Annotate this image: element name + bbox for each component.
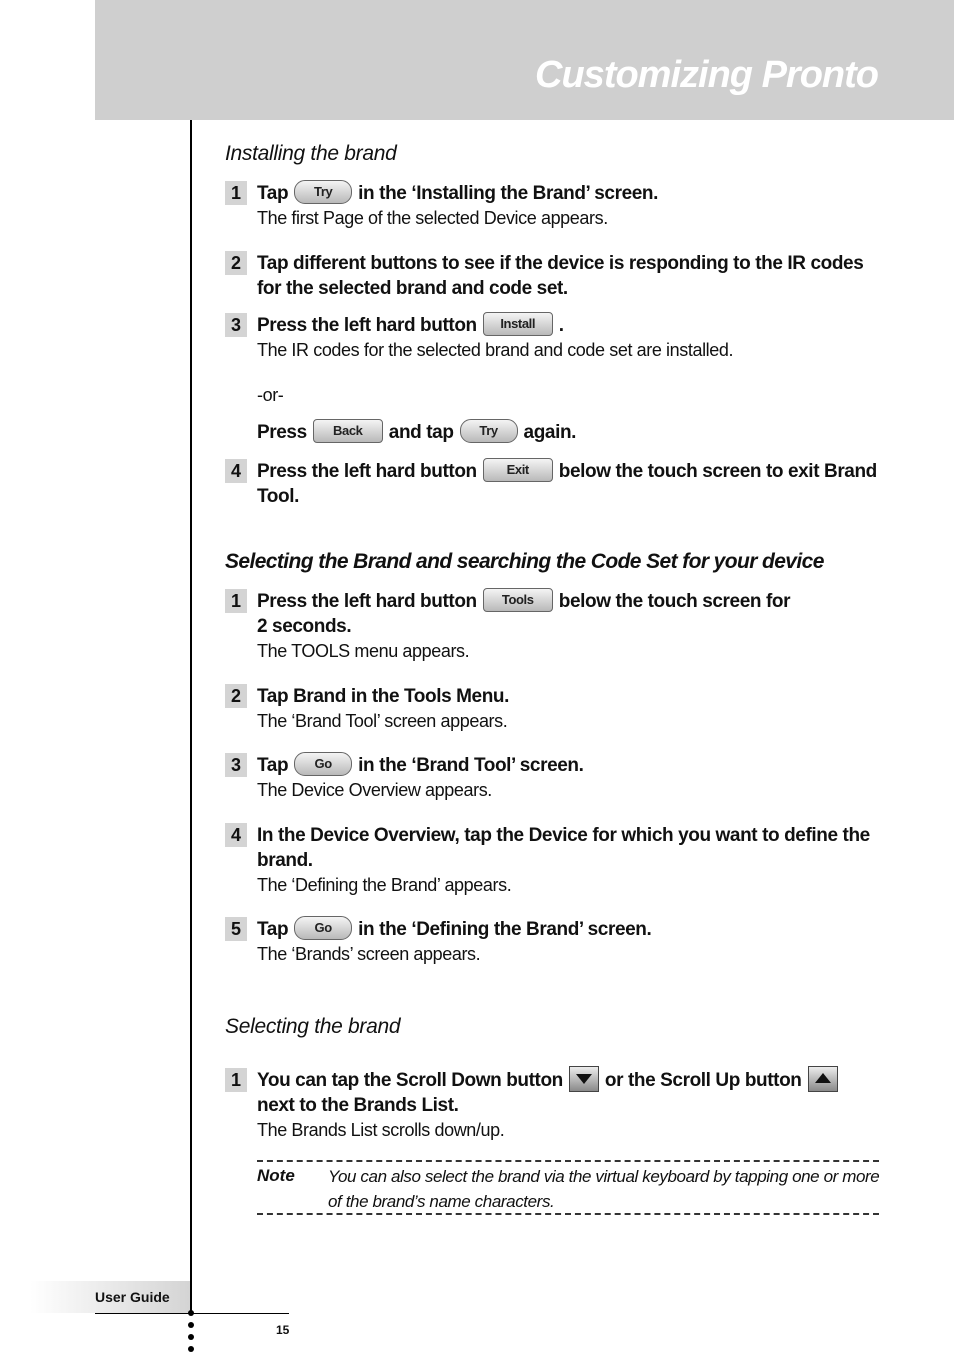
footer-dot [188, 1346, 194, 1352]
result-text: The first Page of the selected Device appears. [257, 208, 608, 228]
result-text: The IR codes for the selected brand and code set are installed. [257, 340, 734, 360]
instruction-text: Press the left hard button [257, 461, 477, 482]
result-text: The ‘Defining the Brand’ appears. [257, 875, 512, 895]
instruction-text: in the ‘Installing the Brand’ screen. [358, 183, 658, 204]
try-button-image: Try [294, 180, 352, 204]
instruction-text: In the Device Overview, tap the Device for which you want to define the brand. [257, 825, 870, 871]
try-button-image: Try [460, 419, 518, 443]
or-separator: -or- [257, 385, 284, 405]
note-top-rule [257, 1160, 879, 1162]
result-text: The ‘Brands’ screen appears. [257, 944, 481, 964]
instruction-text: next to the Brands List. [257, 1095, 459, 1116]
note-text: You can also select the brand via the virtual keyboard by tapping one or more of the brand’s name characters. [328, 1167, 880, 1211]
step-number: 2 [225, 251, 247, 275]
instruction-text: Tap [257, 919, 289, 940]
instruction-text: Press the left hard button [257, 591, 477, 612]
exit-button-image: Exit [483, 458, 553, 482]
section-title-installing: Installing the brand [225, 142, 397, 165]
instruction-text: Tap [257, 686, 289, 707]
instruction-text: in the Tools Menu. [350, 686, 510, 707]
step-number: 3 [225, 313, 247, 337]
margin-rule [190, 120, 192, 1315]
scroll-up-icon [808, 1066, 838, 1092]
go-button-image: Go [294, 916, 352, 940]
instruction-text: below the touch screen for [558, 591, 791, 612]
section-title-selecting-brand: Selecting the brand [225, 1015, 401, 1038]
step-number: 1 [225, 181, 247, 205]
instruction-text: Tap different buttons to see if the device is responding to the IR codes for the selected brand and code set. [257, 253, 864, 299]
step-number: 5 [225, 917, 247, 941]
go-button-image: Go [294, 752, 352, 776]
instruction-text: You can tap the Scroll Down button [257, 1070, 563, 1091]
instruction-text: Tap [257, 755, 289, 776]
scroll-down-icon [569, 1066, 599, 1092]
step-number: 3 [225, 753, 247, 777]
step-number: 1 [225, 589, 247, 613]
back-button-image: Back [313, 419, 383, 443]
instruction-text: Press [257, 422, 307, 443]
step-number: 4 [225, 459, 247, 483]
instruction-text: Tap [257, 183, 289, 204]
instruction-text: in the ‘Brand Tool’ screen. [358, 755, 584, 776]
footer-dot [188, 1334, 194, 1340]
brand-keyword: Brand [293, 686, 346, 707]
footer-dot [188, 1322, 194, 1328]
instruction-text: and tap [388, 422, 454, 443]
instruction-text: again. [523, 422, 577, 443]
instruction-text: or the Scroll Up button [604, 1070, 802, 1091]
section-title-selecting-code-set: Selecting the Brand and searching the Code Set for your device [225, 550, 824, 573]
step-number: 4 [225, 823, 247, 847]
result-text: The TOOLS menu appears. [257, 641, 470, 661]
note-bottom-rule [257, 1213, 879, 1215]
note-label: Note [257, 1166, 295, 1185]
instruction-text: Press the left hard button [257, 315, 477, 336]
footer-dot [188, 1310, 194, 1316]
page-number: 15 [276, 1323, 290, 1337]
instruction-text: in the ‘Defining the Brand’ screen. [358, 919, 652, 940]
result-text: The Brands List scrolls down/up. [257, 1120, 505, 1140]
page-title: Customizing Pronto [535, 54, 878, 96]
result-text: The ‘Brand Tool’ screen appears. [257, 711, 508, 731]
footer-label: User Guide [95, 1289, 170, 1305]
step-number: 2 [225, 684, 247, 708]
instruction-text: 2 seconds. [257, 616, 352, 637]
install-button-image: Install [483, 312, 553, 336]
tools-button-image: Tools [483, 588, 553, 612]
step-number: 1 [225, 1068, 247, 1092]
result-text: The Device Overview appears. [257, 780, 492, 800]
instruction-text: below the touch screen to exit Brand Tool. [257, 461, 877, 507]
instruction-text: . [558, 315, 564, 336]
